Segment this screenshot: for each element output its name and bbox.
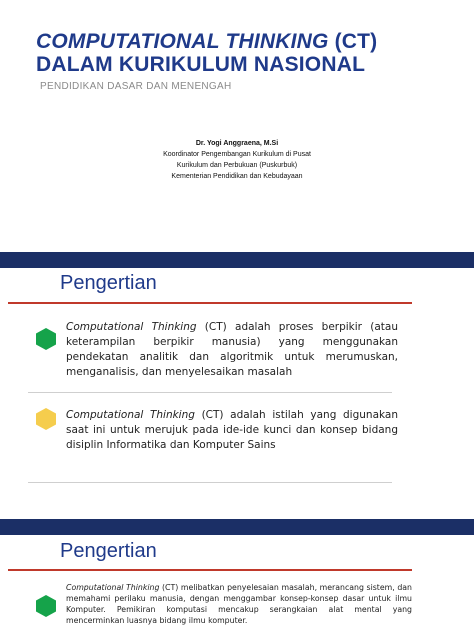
separator-line [28, 482, 392, 483]
yellow-hexagon-icon [36, 408, 56, 430]
title-line-1 [36, 30, 377, 53]
slide-divider-band [0, 252, 474, 268]
definition-1-text: (CT) adalah proses berpikir (atau keterampilan berpikir manusia) yang menggunakan pendekatan analitik dan algoritmik untuk merumuskan, menganalisis, dan menyelesaikan masalah [66, 321, 398, 378]
author-role-1: Koordinator Pengembangan Kurikulum di Pusat [163, 151, 311, 158]
author-name: Dr. Yogi Anggraena, M.Si [195, 140, 279, 147]
heading-rule [8, 569, 412, 571]
green-hexagon-icon [36, 595, 56, 617]
definition-1 [66, 320, 398, 380]
title-rest: (CT) [328, 30, 378, 53]
slide-divider-band [0, 519, 474, 535]
slide3-heading: Pengertian [60, 540, 157, 562]
title-italic: COMPUTATIONAL THINKING [36, 30, 329, 53]
definition-3-text: (CT) melibatkan penyelesaian masalah, merancang sistem, dan memahami perilaku manusia, dengan menggambar konsep-konsep dasar untuk ilmu Komputer. Pemikiran komputasi mencakup serangkaian alat mental yang mencerminkan luasnya bidang ilmu komputer. [66, 583, 412, 625]
slide-subtitle: PENDIDIKAN DASAR DAN MENENGAH [40, 81, 232, 92]
definition-2-text: (CT) adalah istilah yang digunakan saat ini untuk merujuk pada ide-ide kunci dan konsep bidang disiplin Informatika dan Komputer Sains [66, 409, 398, 451]
definition-1-term: Computational Thinking [66, 321, 197, 333]
slide2-heading: Pengertian [60, 272, 157, 294]
author-block [0, 138, 474, 182]
definition-3-term: Computational Thinking [66, 583, 160, 592]
separator-line [28, 392, 392, 393]
slide-title [36, 30, 377, 76]
author-role-3: Kementerian Pendidikan dan Kebudayaan [171, 173, 303, 180]
title-slide [0, 0, 474, 252]
green-hexagon-icon [36, 328, 56, 350]
title-line-2: DALAM KURIKULUM NASIONAL [36, 53, 366, 76]
definition-2 [66, 408, 398, 453]
author-role-2: Kurikulum dan Perbukuan (Puskurbuk) [176, 162, 298, 169]
heading-rule [8, 302, 412, 304]
definition-2-term: Computational Thinking [66, 409, 195, 421]
definition-3 [66, 582, 412, 626]
